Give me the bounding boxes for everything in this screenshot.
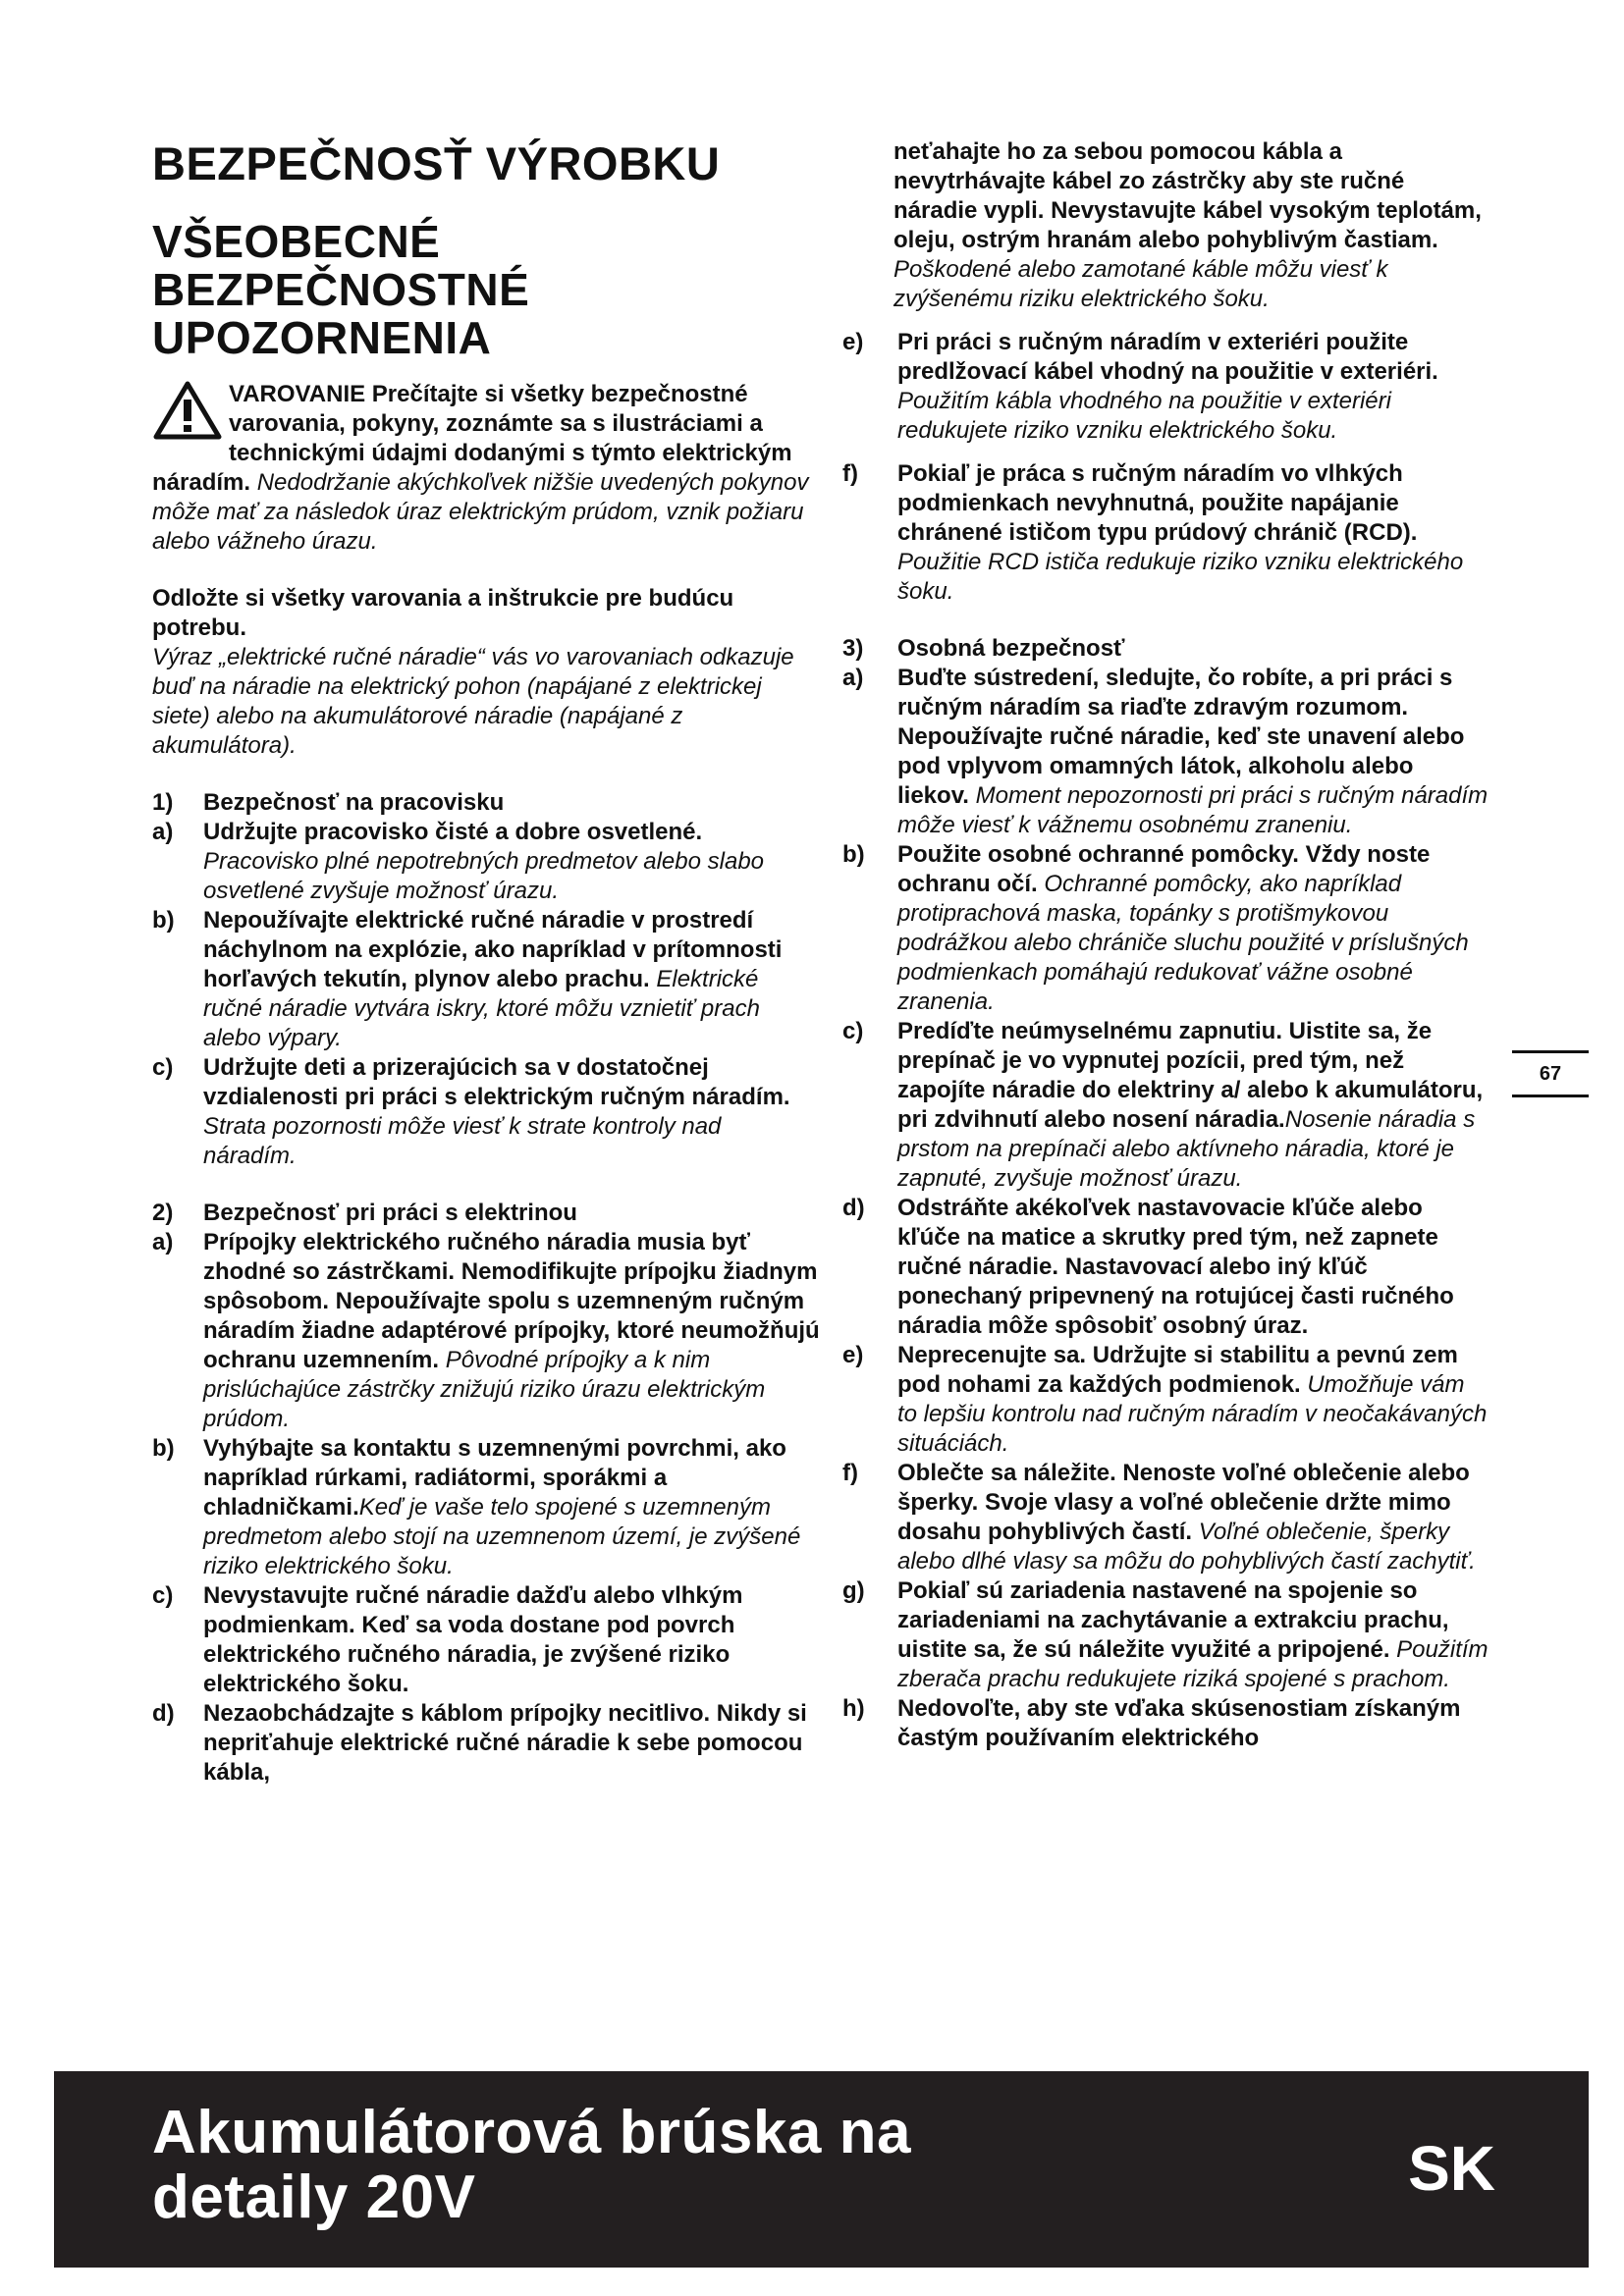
section-heading: VŠEOBECNÉ BEZPEČNOSTNÉ UPOZORNENIA (152, 216, 530, 363)
section-1-heading: 1) Bezpečnosť na pracovisku (152, 789, 505, 816)
product-title: Akumulátorová brúska na detaily 20V (152, 2099, 911, 2231)
divider (1512, 1095, 1589, 1097)
list-item: f) Pokiaľ je práca s ručným náradím vo vlhkých podmienkach nevyhnutná, použite napájanie chránené ističom typu prúdový chránič (RCD). Použitie RCD ističa redukuje riziko vzniku elektrického šoku. (842, 460, 1464, 605)
list-item: b) Vyhýbajte sa kontaktu s uzemnenými povrchmi, ako napríklad rúrkami, radiátormi, sporákmi a chladničkami.Keď je vaše telo spojené s uzemneným predmetom alebo stojí na uzemnenom území, je zvýšené riziko elektrického šoku. (152, 1435, 801, 1579)
warning-triangle-icon (152, 380, 223, 441)
list-item: c) Predíďte neúmyselnému zapnutiu. Uistite sa, že prepínač je vo vypnutej pozícii, pred tým, než zapojíte náradie do elektriny a/ alebo k akumulátoru, pri zdvihnutí alebo nosení náradia.Nosenie náradia s prstom na prepínači alebo aktívneho náradia, ktoré je zapnuté, zvyšuje možnosť úrazu. (842, 1018, 1484, 1192)
list-item: a) Prípojky elektrického ručného náradia musia byť zhodné so zástrčkami. Nemodifikujte prípojku žiadnym spôsobom. Nepoužívajte spolu s uzemneným ručným náradím žiadne adaptérové prípojky, ktoré neumožňujú ochranu uzemnením. Pôvodné prípojky a k nim prislúchajúce zástrčky znižujú riziko úrazu elektrickým prúdom. (152, 1229, 820, 1432)
warning-text: VAROVANIE Prečítajte si všetky bezpečnostné varovania, pokyny, zoznámte sa s ilustráciami a technickými údajmi dodanými s týmto elektrickým náradím. (152, 381, 792, 496)
list-item: h) Nedovoľte, aby ste vďaka skúsenostiam získaným častým používaním elektrického (842, 1695, 1461, 1751)
continued-text: neťahajte ho za sebou pomocou kábla a nevytrhávajte kábel zo zástrčky aby ste ručné náradie vypli. Nevystavujte kábel vysokým teplotám, oleju, ostrým hranám alebo pohyblivým častiam. Poškodené alebo zamotané káble môžu viesť k zvýšenému riziku elektrického šoku. (893, 138, 1482, 312)
right-column (842, 137, 1490, 1753)
list-item: e) Neprecenujte sa. Udržujte si stabilitu a pevnú zem pod nohami za každých podmienok. Umožňuje vám to lepšiu kontrolu nad ručným náradím v neočakávaných situáciách. (842, 1342, 1488, 1457)
warning-note: Nedodržanie akýchkoľvek nižšie uvedených pokynov môže mať za následok úraz elektrickým prúdom, vznik požiaru alebo vážneho úrazu. (152, 469, 809, 555)
list-item: c) Nevystavujte ručné náradie dažďu alebo vlhkým podmienkam. Keď sa voda dostane pod povrch elektrického ručného náradia, je zvýšené riziko elektrického šoku. (152, 1582, 743, 1697)
section-2-heading: 2) Bezpečnosť pri práci s elektrinou (152, 1200, 577, 1226)
list-item: d) Nezaobchádzajte s káblom prípojky necitlivo. Nikdy si nepriťahuje elektrické ručné náradie k sebe pomocou kábla, (152, 1700, 807, 1786)
list-item: b) Nepoužívajte elektrické ručné náradie v prostredí náchylnom na explózie, ako napríklad v prítomnosti horľavých tekutín, plynov alebo prachu. Elektrické ručné náradie vytvára iskry, ktoré môžu vznietiť prach alebo výpary. (152, 907, 783, 1051)
page-number: 67 (1539, 1063, 1562, 1085)
list-item: b) Použite osobné ochranné pomôcky. Vždy noste ochranu očí. Ochranné pomôcky, ako napríklad protiprachová maska, topánky s protišmykovou podrážkou alebo chrániče sluchu použité v príslušných podmienkach pomáhajú redukovať vážne osobné zranenia. (842, 841, 1469, 1015)
list-item: a) Udržujte pracovisko čisté a dobre osvetlené. Pracovisko plné nepotrebných predmetov alebo slabo osvetlené zvyšuje možnosť úrazu. (152, 819, 765, 904)
left-column (152, 137, 820, 1788)
list-item: d) Odstráňte akékoľvek nastavovacie kľúče alebo kľúče na matice a skrutky pred tým, než zapnete ručné náradie. Nastavovací alebo iný kľúč ponechaný pripevnený na rotujúcej časti ručného náradia môže spôsobiť osobný úraz. (842, 1195, 1454, 1339)
language-code: SK (1408, 2133, 1495, 2204)
list-item: e) Pri práci s ručným náradím v exteriéri použite predlžovací kábel vhodný na použitie v exteriéri. Použitím kábla vhodného na použitie v exteriéri redukujete riziko vzniku elektrického šoku. (842, 329, 1438, 444)
list-item: c) Udržujte deti a prizerajúcich sa v dostatočnej vzdialenosti pri práci s elektrickým ručným náradím. Strata pozornosti môže viesť k strate kontroly nad náradím. (152, 1054, 790, 1169)
list-item: g) Pokiaľ sú zariadenia nastavené na spojenie so zariadeniami na zachytávanie a extrakciu prachu, uistite sa, že sú náležite využité a pripojené. Použitím zberača prachu redukujete riziká spojené s prachom. (842, 1577, 1489, 1692)
page-title: BEZPEČNOSŤ VÝROBKU (152, 137, 721, 189)
page-number-block (1512, 1050, 1589, 1097)
list-item: f) Oblečte sa náležite. Nenoste voľné oblečenie alebo šperky. Svoje vlasy a voľné oblečenie držte mimo dosahu pohyblivých častí. Voľné oblečenie, šperky alebo dlhé vlasy sa môžu do pohyblivých častí zachytiť. (842, 1460, 1476, 1575)
warning-block (152, 380, 820, 557)
keep-instructions: Odložte si všetky varovania a inštrukcie pre budúcu potrebu. (152, 585, 734, 641)
list-item: a) Buďte sústredení, sledujte, čo robíte, a pri práci s ručným náradím sa riaďte zdravým rozumom. Nepoužívajte ručné náradie, keď ste unavení alebo pod vplyvom omamných látok, alkoholu alebo liekov. Moment nepozornosti pri práci s ručným náradím môže viesť k vážnemu osobnému zraneniu. (842, 665, 1489, 838)
keep-note: Výraz „elektrické ručné náradie“ vás vo varovaniach odkazuje buď na náradie na elektrický pohon (napájané z elektrickej siete) alebo na akumulátorové náradie (napájané z akumulátora). (152, 644, 794, 759)
section-3-heading: 3) Osobná bezpečnosť (842, 635, 1125, 662)
footer-bar (54, 2071, 1589, 2268)
